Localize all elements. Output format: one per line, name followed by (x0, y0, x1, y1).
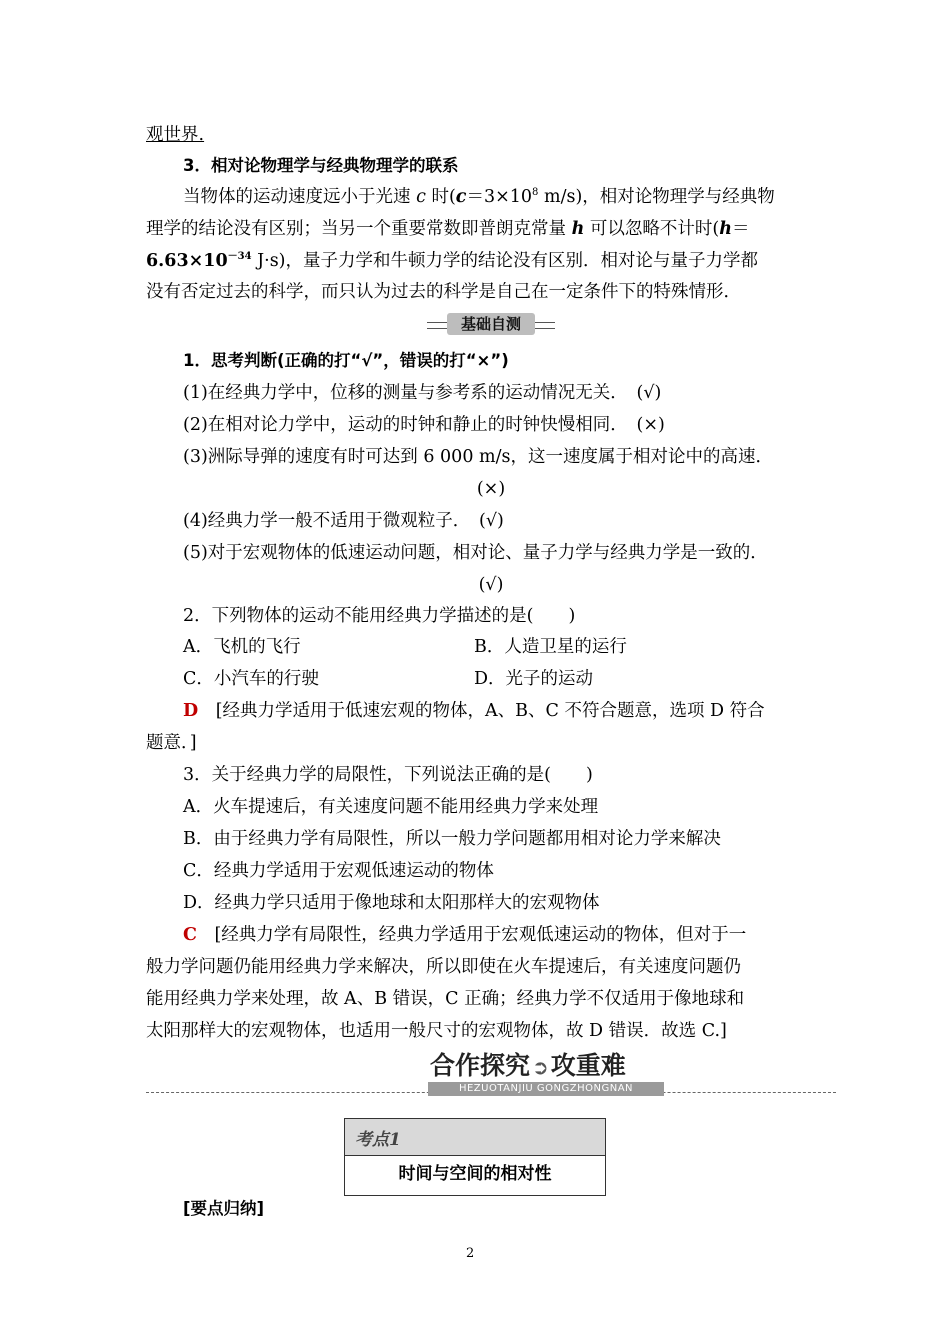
judgement-item: (2)在相对论力学中，运动的时钟和静止的时钟快慢相同． (×) (183, 415, 665, 435)
answer-explanation: C [经典力学有局限性，经典力学适用于宏观低速运动的物体，但对于一 (183, 925, 747, 945)
option-a: A．飞机的飞行 (183, 637, 301, 657)
arrow-icon: ➲ (532, 1055, 549, 1079)
section-title: 合作探究 ➲攻重难 (430, 1051, 626, 1080)
key-point-label: 考点1 (355, 1130, 401, 1150)
judgement-item: (3)洲际导弹的速度有时可达到 6 000 m/s，这一速度属于相对论中的高速． (183, 447, 773, 467)
judgement-answer: (×) (476, 479, 506, 499)
question-3-stem: 3．关于经典力学的局限性，下列说法正确的是( ) (183, 765, 593, 785)
question-1-title: 1．思考判断(正确的打“√”，错误的打“×”) (183, 351, 509, 370)
basic-self-test-banner (427, 313, 555, 335)
cooperative-inquiry-header (146, 1050, 836, 1100)
banner-label: 基础自测 (447, 313, 535, 335)
key-point-topic: 时间与空间的相对性 (398, 1164, 552, 1184)
option-d: D．经典力学只适用于像地球和太阳那样大的宏观物体 (183, 893, 600, 913)
page-number: 2 (466, 1246, 475, 1261)
paragraph-line: 没有否定过去的科学，而只认为过去的科学是自己在一定条件下的特殊情形． (146, 282, 741, 302)
question-2-stem: 2．下列物体的运动不能用经典力学描述的是( ) (183, 606, 576, 626)
summary-heading: [要点归纳] (183, 1199, 265, 1218)
paragraph-line: 理学的结论没有区别；当另一个重要常数即普朗克常量 h 可以忽略不计时(h＝ (146, 219, 750, 239)
option-d: D．光子的运动 (474, 669, 594, 689)
judgement-item: (4)经典力学一般不适用于微观粒子． (√) (183, 511, 504, 531)
judgement-item: (5)对于宏观物体的低速运动问题，相对论、量子力学与经典力学是一致的． (183, 543, 768, 563)
section-heading: 3．相对论物理学与经典物理学的联系 (183, 156, 459, 175)
option-b: B．人造卫星的运行 (474, 637, 627, 657)
text-line: 观世界. (146, 125, 205, 145)
section-pinyin: HEZUOTANJIU GONGZHONGNAN (428, 1082, 664, 1096)
option-a: A．火车提速后，有关速度问题不能用经典力学来处理 (183, 797, 599, 817)
answer-explanation: 题意．] (146, 733, 197, 753)
judgement-answer: (√) (478, 575, 504, 595)
answer-letter: D (183, 701, 199, 721)
answer-explanation: 太阳那样大的宏观物体，也适用一般尺寸的宏观物体，故 D 错误．故选 C.] (146, 1021, 727, 1041)
option-b: B．由于经典力学有局限性，所以一般力学问题都用相对论力学来解决 (183, 829, 721, 849)
answer-explanation: 能用经典力学来处理，故 A、B 错误，C 正确；经典力学不仅适用于像地球和 (146, 989, 745, 1009)
answer-explanation: 般力学问题仍能用经典力学来解决，所以即使在火车提速后，有关速度问题仍 (146, 957, 741, 977)
paragraph-line: 当物体的运动速度远小于光速 c 时($c=3\times 10^8$ m/s)，相对论物理学与经典物 (183, 187, 775, 207)
answer-explanation: D [经典力学适用于低速宏观的物体，A、B、C 不符合题意，选项 D 符合 (183, 701, 765, 721)
paragraph-line: $6.63\times 10^{-34}$ J·s)，量子力学和牛顿力学的结论没有区别．相对论与量子力学都 (146, 251, 759, 271)
option-c: C．经典力学适用于宏观低速运动的物体 (183, 861, 494, 881)
key-point-box (344, 1118, 606, 1196)
answer-letter: C (183, 925, 197, 945)
option-c: C．小汽车的行驶 (183, 669, 319, 689)
judgement-item: (1)在经典力学中，位移的测量与参考系的运动情况无关． (√) (183, 383, 662, 403)
